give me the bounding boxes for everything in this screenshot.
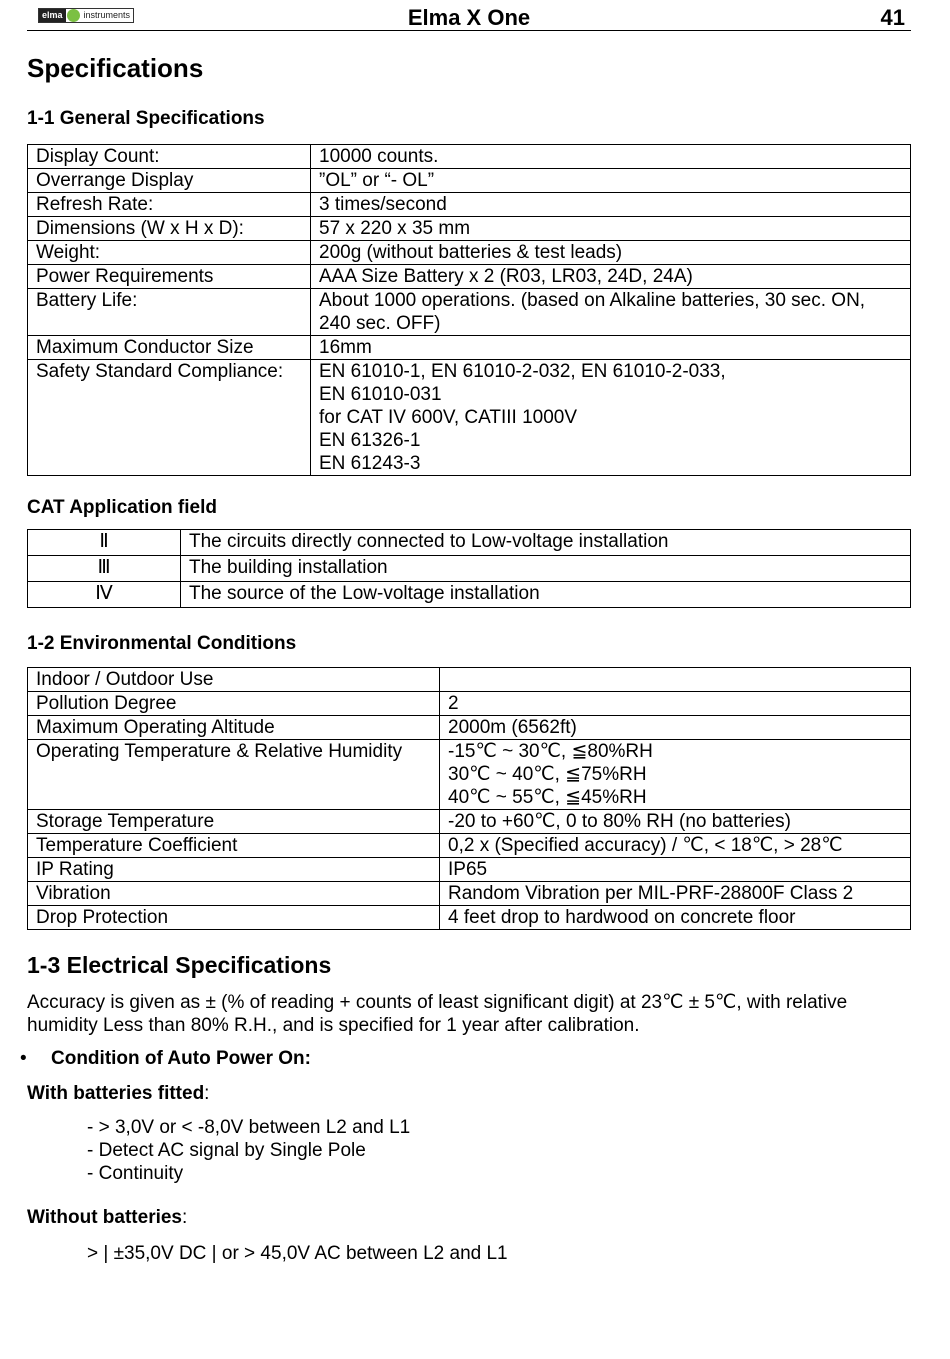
- without-batteries-colon: :: [182, 1207, 188, 1228]
- auto-power-on-bullet: [20, 1048, 311, 1070]
- value-line: 2000m (6562ft): [448, 717, 577, 738]
- table-row: [28, 193, 911, 217]
- row-value: [311, 289, 911, 336]
- cat-category: Ⅲ: [28, 556, 181, 582]
- row-value: [440, 740, 911, 810]
- table-row: [28, 556, 911, 582]
- table-row: [28, 716, 911, 740]
- table-row: [28, 858, 911, 882]
- row-label: Maximum Conductor Size: [28, 336, 311, 360]
- table-row: [28, 834, 911, 858]
- table-row: [28, 692, 911, 716]
- row-value: [440, 692, 911, 716]
- row-value: [440, 810, 911, 834]
- with-batteries-label: With batteries fitted: [27, 1083, 205, 1104]
- accuracy-line: Accuracy is given as ± (% of reading + counts of least significant digit) at 23℃ ± 5℃, with relative: [27, 992, 848, 1013]
- bullet-icon: •: [20, 1048, 27, 1069]
- row-label: Safety Standard Compliance:: [28, 360, 311, 476]
- row-label: Dimensions (W x H x D):: [28, 217, 311, 241]
- with-batteries-colon: :: [204, 1083, 210, 1104]
- row-label: Drop Protection: [28, 906, 440, 930]
- row-value: [311, 193, 911, 217]
- cat-category: Ⅳ: [28, 582, 181, 608]
- value-line: 0,2 x (Specified accuracy) / ℃, < 18℃, > 28℃: [448, 835, 843, 856]
- general-specifications-heading: 1-1 General Specifications: [27, 108, 265, 129]
- value-line: ”OL” or “- OL”: [319, 170, 435, 191]
- auto-power-on-label: Condition of Auto Power On:: [51, 1048, 311, 1069]
- logo-instruments-text: instruments: [83, 10, 131, 20]
- value-line: for CAT IV 600V, CATIII 1000V: [319, 407, 578, 428]
- table-row: [28, 289, 911, 336]
- row-label: Maximum Operating Altitude: [28, 716, 440, 740]
- table-row: [28, 582, 911, 608]
- table-row: [28, 882, 911, 906]
- row-value: [311, 145, 911, 169]
- logo-elma-text: elma: [39, 9, 66, 22]
- cat-description: The building installation: [181, 556, 911, 582]
- row-label: Power Requirements: [28, 265, 311, 289]
- row-label: Battery Life:: [28, 289, 311, 336]
- cat-application-table: [27, 529, 911, 608]
- row-label: Storage Temperature: [28, 810, 440, 834]
- value-line: 240 sec. OFF): [319, 313, 441, 334]
- row-label: Pollution Degree: [28, 692, 440, 716]
- row-label: Operating Temperature & Relative Humidity: [28, 740, 440, 810]
- value-line: -15℃ ~ 30℃, ≦80%RH: [448, 741, 653, 762]
- table-row: [28, 336, 911, 360]
- list-item: > | ±35,0V DC | or > 45,0V AC between L2 and L1: [87, 1243, 508, 1264]
- value-line: 2: [448, 693, 459, 714]
- row-value: [440, 834, 911, 858]
- list-item: - Continuity: [87, 1163, 184, 1184]
- row-value: [311, 265, 911, 289]
- table-row: [28, 241, 911, 265]
- row-label: Display Count:: [28, 145, 311, 169]
- value-line: -20 to +60℃, 0 to 80% RH (no batteries): [448, 811, 791, 832]
- value-line: 4 feet drop to hardwood on concrete floor: [448, 907, 796, 928]
- row-value: [311, 217, 911, 241]
- without-batteries-list: [87, 1242, 508, 1265]
- row-value: [440, 716, 911, 740]
- value-line: 200g (without batteries & test leads): [319, 242, 623, 263]
- page-title: Specifications: [27, 53, 204, 83]
- value-line: 30℃ ~ 40℃, ≦75%RH: [448, 764, 647, 785]
- cat-category: Ⅱ: [28, 530, 181, 556]
- environmental-conditions-table: [27, 667, 911, 930]
- value-line: About 1000 operations. (based on Alkaline batteries, 30 sec. ON,: [319, 290, 866, 311]
- row-value: [440, 858, 911, 882]
- electrical-specifications-heading: 1-3 Electrical Specifications: [27, 952, 332, 978]
- row-value: [311, 360, 911, 476]
- row-value: [311, 336, 911, 360]
- row-label: Vibration: [28, 882, 440, 906]
- row-label: Temperature Coefficient: [28, 834, 440, 858]
- value-line: 40℃ ~ 55℃, ≦45%RH: [448, 787, 647, 808]
- value-line: EN 61010-031: [319, 384, 442, 405]
- row-label: Indoor / Outdoor Use: [28, 668, 440, 692]
- without-batteries-heading: [27, 1207, 187, 1229]
- without-batteries-label: Without batteries: [27, 1207, 182, 1228]
- table-row: [28, 360, 911, 476]
- list-item: - Detect AC signal by Single Pole: [87, 1140, 366, 1161]
- environmental-conditions-heading: 1-2 Environmental Conditions: [27, 633, 297, 654]
- document-title: Elma X One: [407, 5, 531, 30]
- cat-description: The source of the Low-voltage installation: [181, 582, 911, 608]
- list-item: - > 3,0V or < -8,0V between L2 and L1: [87, 1117, 411, 1138]
- row-label: Overrange Display: [28, 169, 311, 193]
- page-number: 41: [880, 5, 905, 30]
- value-line: AAA Size Battery x 2 (R03, LR03, 24D, 24A): [319, 266, 693, 287]
- value-line: Random Vibration per MIL-PRF-28800F Class 2: [448, 883, 854, 904]
- with-batteries-heading: [27, 1083, 209, 1105]
- table-row: [28, 810, 911, 834]
- cat-application-heading: CAT Application field: [27, 497, 217, 518]
- cat-description: The circuits directly connected to Low-voltage installation: [181, 530, 911, 556]
- row-value: [440, 882, 911, 906]
- table-row: [28, 217, 911, 241]
- value-line: EN 61326-1: [319, 430, 421, 451]
- row-value: [311, 241, 911, 265]
- table-row: [28, 740, 911, 810]
- row-value: [440, 668, 911, 692]
- accuracy-line: humidity Less than 80% R.H., and is specified for 1 year after calibration.: [27, 1015, 640, 1036]
- with-batteries-list: [87, 1116, 410, 1185]
- value-line: 10000 counts.: [319, 146, 439, 167]
- value-line: [448, 668, 902, 691]
- table-row: [28, 668, 911, 692]
- table-row: [28, 169, 911, 193]
- table-row: [28, 265, 911, 289]
- row-label: IP Rating: [28, 858, 440, 882]
- value-line: EN 61010-1, EN 61010-2-032, EN 61010-2-033,: [319, 361, 726, 382]
- accuracy-paragraph: [27, 991, 911, 1037]
- page-header: [27, 4, 911, 31]
- value-line: 16mm: [319, 337, 372, 358]
- row-value: [311, 169, 911, 193]
- row-label: Refresh Rate:: [28, 193, 311, 217]
- row-value: [440, 906, 911, 930]
- general-specifications-table: [27, 144, 911, 476]
- table-row: [28, 530, 911, 556]
- value-line: IP65: [448, 859, 488, 880]
- row-label: Weight:: [28, 241, 311, 265]
- value-line: EN 61243-3: [319, 453, 421, 474]
- value-line: 3 times/second: [319, 194, 447, 215]
- table-row: [28, 145, 911, 169]
- table-row: [28, 906, 911, 930]
- value-line: 57 x 220 x 35 mm: [319, 218, 471, 239]
